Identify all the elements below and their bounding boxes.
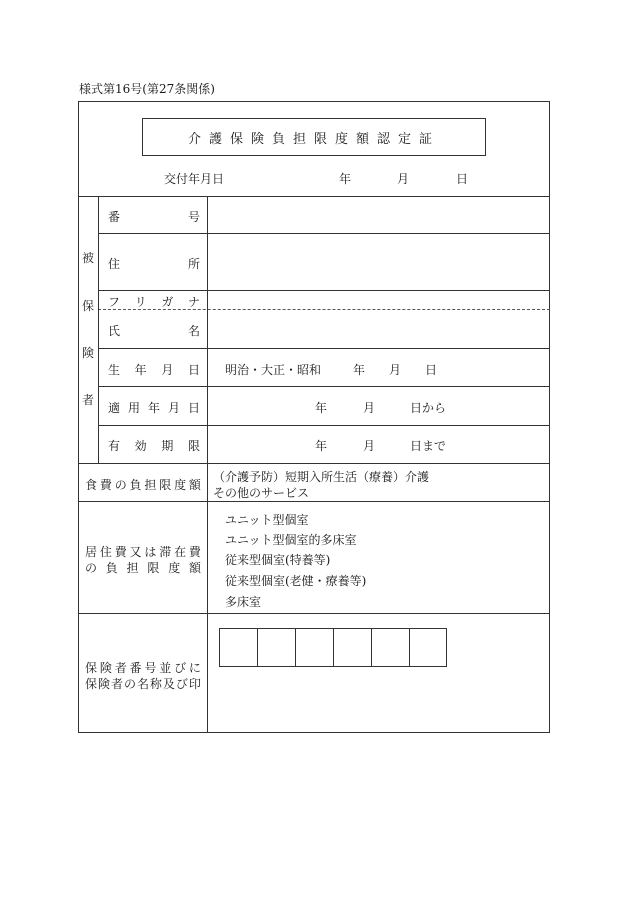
number-label: 番 号 — [108, 210, 200, 224]
insurer-number-box[interactable] — [371, 628, 410, 667]
valid-day-unit: 日まで — [410, 439, 447, 453]
room-type-item: 従来型個室(老健・療養等) — [225, 574, 367, 588]
issue-date-label: 交付年月日 — [164, 172, 225, 186]
divider — [78, 196, 550, 197]
column-divider — [98, 196, 99, 463]
room-type-item: ユニット型個室的多床室 — [225, 533, 357, 547]
address-label: 住 所 — [108, 257, 200, 271]
residence-cost-label-line1: 居 住 費 又 は 滞 在 費 — [85, 545, 201, 559]
name-label: 氏 名 — [108, 324, 200, 338]
room-type-item: 従来型個室(特養等) — [225, 553, 331, 567]
insured-label-char: 者 — [81, 393, 94, 407]
apply-date-label: 適 用 年 月 日 — [108, 401, 200, 415]
apply-month-unit: 月 — [363, 401, 376, 415]
valid-year-unit: 年 — [315, 439, 328, 453]
insured-label-char: 保 — [81, 299, 94, 313]
birthdate-label: 生 年 月 日 — [108, 363, 200, 377]
divider — [78, 613, 550, 614]
apply-day-unit: 日から — [410, 401, 447, 415]
divider — [98, 425, 550, 426]
room-type-item: 多床室 — [225, 595, 262, 609]
insurer-label-line1: 保 険 者 番 号 並 び に — [85, 661, 201, 675]
divider — [98, 233, 550, 234]
room-type-item: ユニット型個室 — [225, 513, 309, 527]
insurer-number-box[interactable] — [257, 628, 296, 667]
birth-month-unit: 月 — [389, 363, 402, 377]
apply-year-unit: 年 — [315, 401, 328, 415]
insurer-number-box[interactable] — [333, 628, 372, 667]
issue-year-unit: 年 — [339, 172, 352, 186]
valid-month-unit: 月 — [363, 439, 376, 453]
divider — [98, 290, 550, 291]
birth-day-unit: 日 — [425, 363, 438, 377]
birth-year-unit: 年 — [353, 363, 366, 377]
valid-period-label: 有 効 期 限 — [108, 439, 200, 453]
food-cost-label: 食 費 の 負 担 限 度 額 — [85, 478, 201, 492]
insurer-number-box[interactable] — [295, 628, 334, 667]
divider — [78, 463, 550, 464]
food-service-line2: その他のサービス — [213, 486, 310, 500]
birth-era-options: 明治・大正・昭和 — [225, 363, 322, 377]
insurer-label-line2: 保 険 者 の 名 称 及 び 印 — [85, 677, 201, 691]
residence-cost-label-line2: の 負 担 限 度 額 — [85, 561, 201, 575]
divider — [78, 501, 550, 502]
divider — [98, 348, 550, 349]
food-service-line1: （介護予防）短期入所生活（療養）介護 — [213, 470, 430, 484]
insured-label-char: 被 — [81, 251, 94, 265]
certificate-title: 介護保険負担限度額認定証 — [142, 118, 486, 156]
insurer-number-box[interactable] — [219, 628, 258, 667]
form-number: 様式第16号(第27条関係) — [79, 82, 215, 96]
divider — [98, 386, 550, 387]
issue-day-unit: 日 — [456, 172, 469, 186]
column-divider — [207, 196, 208, 733]
insurer-number-box[interactable] — [409, 628, 447, 667]
insured-label-char: 険 — [81, 346, 94, 360]
furigana-label: フ リ ガ ナ — [108, 295, 200, 309]
issue-month-unit: 月 — [397, 172, 410, 186]
